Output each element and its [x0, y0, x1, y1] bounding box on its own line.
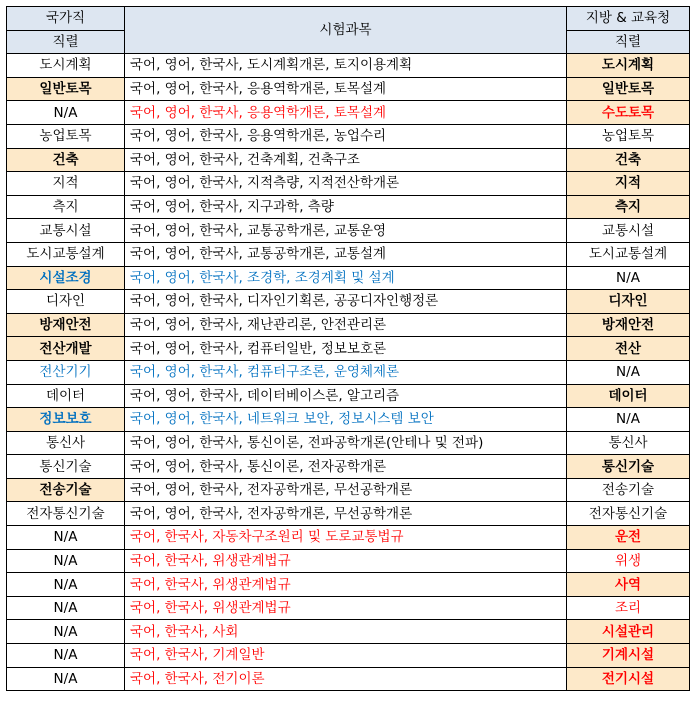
national-series-cell: 방재안전 [7, 313, 125, 337]
local-series-cell: 전송기술 [567, 478, 690, 502]
local-series-cell: 데이터 [567, 384, 690, 408]
national-series-cell: N/A [7, 644, 125, 668]
table-row [7, 77, 690, 101]
local-series-cell: 디자인 [567, 290, 690, 314]
table-row [7, 573, 690, 597]
table-row [7, 620, 690, 644]
table-row [7, 219, 690, 243]
local-series-cell: 교통시설 [567, 219, 690, 243]
national-series-cell: 통신사 [7, 431, 125, 455]
local-series-cell: 지적 [567, 172, 690, 196]
table-row [7, 195, 690, 219]
local-series-cell: N/A [567, 360, 690, 384]
national-series-cell: 전자통신기술 [7, 502, 125, 526]
national-series-cell: 도시계획 [7, 54, 125, 78]
exam-subjects-cell: 국어, 영어, 한국사, 조경학, 조경계획 및 설계 [125, 266, 567, 290]
local-series-cell: 위생 [567, 549, 690, 573]
national-series-cell: 전산기기 [7, 360, 125, 384]
exam-subjects-cell: 국어, 영어, 한국사, 전자공학개론, 무선공학개론 [125, 502, 567, 526]
national-series-cell: N/A [7, 667, 125, 691]
table-row [7, 478, 690, 502]
table-header [7, 7, 690, 54]
exam-subjects-cell: 국어, 한국사, 자동차구조원리 및 도로교통법규 [125, 526, 567, 550]
exam-subjects-cell: 국어, 영어, 한국사, 통신이론, 전파공학개론(안테나 및 전파) [125, 431, 567, 455]
local-series-cell: 조리 [567, 596, 690, 620]
exam-subjects-cell: 국어, 영어, 한국사, 재난관리론, 안전관리론 [125, 313, 567, 337]
exam-subjects-cell: 국어, 한국사, 사회 [125, 620, 567, 644]
national-series-cell: 디자인 [7, 290, 125, 314]
exam-subjects-cell: 국어, 한국사, 기계일반 [125, 644, 567, 668]
table-row [7, 431, 690, 455]
national-series-cell: 시설조경 [7, 266, 125, 290]
exam-subjects-cell: 국어, 영어, 한국사, 컴퓨터일반, 정보보호론 [125, 337, 567, 361]
local-series-cell: 도시교통설계 [567, 242, 690, 266]
table-row [7, 172, 690, 196]
local-header: 지방 & 교육청 [567, 7, 690, 31]
exam-subjects-cell: 국어, 영어, 한국사, 지적측량, 지적전산학개론 [125, 172, 567, 196]
table-row [7, 124, 690, 148]
local-series-cell: 도시계획 [567, 54, 690, 78]
exam-subjects-cell: 국어, 영어, 한국사, 네트워크 보안, 정보시스템 보안 [125, 408, 567, 432]
local-series-cell: 시설관리 [567, 620, 690, 644]
exam-subjects-cell: 국어, 한국사, 위생관계법규 [125, 596, 567, 620]
table-body [7, 54, 690, 691]
local-series-cell: 운전 [567, 526, 690, 550]
national-series-cell: 농업토목 [7, 124, 125, 148]
national-series-cell: 데이터 [7, 384, 125, 408]
national-series-cell: 건축 [7, 148, 125, 172]
local-series-cell: 기계시설 [567, 644, 690, 668]
national-subheader: 직렬 [7, 30, 125, 54]
national-header: 국가직 [7, 7, 125, 31]
table-row [7, 290, 690, 314]
exam-subjects-cell: 국어, 영어, 한국사, 응용역학개론, 토목설계 [125, 101, 567, 125]
table-row [7, 455, 690, 479]
local-series-cell: 수도토목 [567, 101, 690, 125]
national-series-cell: 통신기술 [7, 455, 125, 479]
national-series-cell: 정보보호 [7, 408, 125, 432]
table-row [7, 313, 690, 337]
table-row [7, 101, 690, 125]
national-series-cell: 측지 [7, 195, 125, 219]
exam-subjects-cell: 국어, 영어, 한국사, 응용역학개론, 토목설계 [125, 77, 567, 101]
exam-subjects-cell: 국어, 한국사, 위생관계법규 [125, 549, 567, 573]
local-series-cell: 측지 [567, 195, 690, 219]
exam-subjects-cell: 국어, 한국사, 전기이론 [125, 667, 567, 691]
national-series-cell: 전송기술 [7, 478, 125, 502]
subjects-table [6, 6, 690, 691]
local-subheader: 직렬 [567, 30, 690, 54]
local-series-cell: N/A [567, 266, 690, 290]
table-row [7, 337, 690, 361]
exam-subjects-cell: 국어, 영어, 한국사, 전자공학개론, 무선공학개론 [125, 478, 567, 502]
table-row [7, 408, 690, 432]
table-row [7, 54, 690, 78]
exam-subjects-cell: 국어, 영어, 한국사, 컴퓨터구조론, 운영체제론 [125, 360, 567, 384]
table-row [7, 667, 690, 691]
exam-subjects-cell: 국어, 영어, 한국사, 응용역학개론, 농업수리 [125, 124, 567, 148]
table-row [7, 360, 690, 384]
table-row [7, 242, 690, 266]
exam-subjects-cell: 국어, 영어, 한국사, 교통공학개론, 교통운영 [125, 219, 567, 243]
exam-subjects-cell: 국어, 한국사, 위생관계법규 [125, 573, 567, 597]
exam-subjects-cell: 국어, 영어, 한국사, 도시계획개론, 토지이용계획 [125, 54, 567, 78]
subjects-header: 시험과목 [125, 7, 567, 54]
national-series-cell: N/A [7, 596, 125, 620]
exam-subjects-cell: 국어, 영어, 한국사, 디자인기획론, 공공디자인행정론 [125, 290, 567, 314]
table-row [7, 502, 690, 526]
exam-subjects-cell: 국어, 영어, 한국사, 지구과학, 측량 [125, 195, 567, 219]
local-series-cell: 전산 [567, 337, 690, 361]
table-row [7, 596, 690, 620]
local-series-cell: 통신기술 [567, 455, 690, 479]
national-series-cell: N/A [7, 549, 125, 573]
exam-subjects-cell: 국어, 영어, 한국사, 건축계획, 건축구조 [125, 148, 567, 172]
local-series-cell: 사역 [567, 573, 690, 597]
national-series-cell: 교통시설 [7, 219, 125, 243]
local-series-cell: 농업토목 [567, 124, 690, 148]
national-series-cell: N/A [7, 620, 125, 644]
table-row [7, 384, 690, 408]
table-row [7, 549, 690, 573]
national-series-cell: N/A [7, 526, 125, 550]
local-series-cell: 전자통신기술 [567, 502, 690, 526]
national-series-cell: 도시교통설계 [7, 242, 125, 266]
local-series-cell: N/A [567, 408, 690, 432]
national-series-cell: 지적 [7, 172, 125, 196]
exam-subjects-cell: 국어, 영어, 한국사, 데이터베이스론, 알고리즘 [125, 384, 567, 408]
national-series-cell: 전산개발 [7, 337, 125, 361]
table-row [7, 266, 690, 290]
exam-subjects-cell: 국어, 영어, 한국사, 통신이론, 전자공학개론 [125, 455, 567, 479]
local-series-cell: 건축 [567, 148, 690, 172]
exam-subjects-cell: 국어, 영어, 한국사, 교통공학개론, 교통설계 [125, 242, 567, 266]
table-row [7, 644, 690, 668]
national-series-cell: 일반토목 [7, 77, 125, 101]
local-series-cell: 통신사 [567, 431, 690, 455]
local-series-cell: 일반토목 [567, 77, 690, 101]
table-row [7, 148, 690, 172]
table-row [7, 526, 690, 550]
local-series-cell: 전기시설 [567, 667, 690, 691]
local-series-cell: 방재안전 [567, 313, 690, 337]
national-series-cell: N/A [7, 101, 125, 125]
national-series-cell: N/A [7, 573, 125, 597]
